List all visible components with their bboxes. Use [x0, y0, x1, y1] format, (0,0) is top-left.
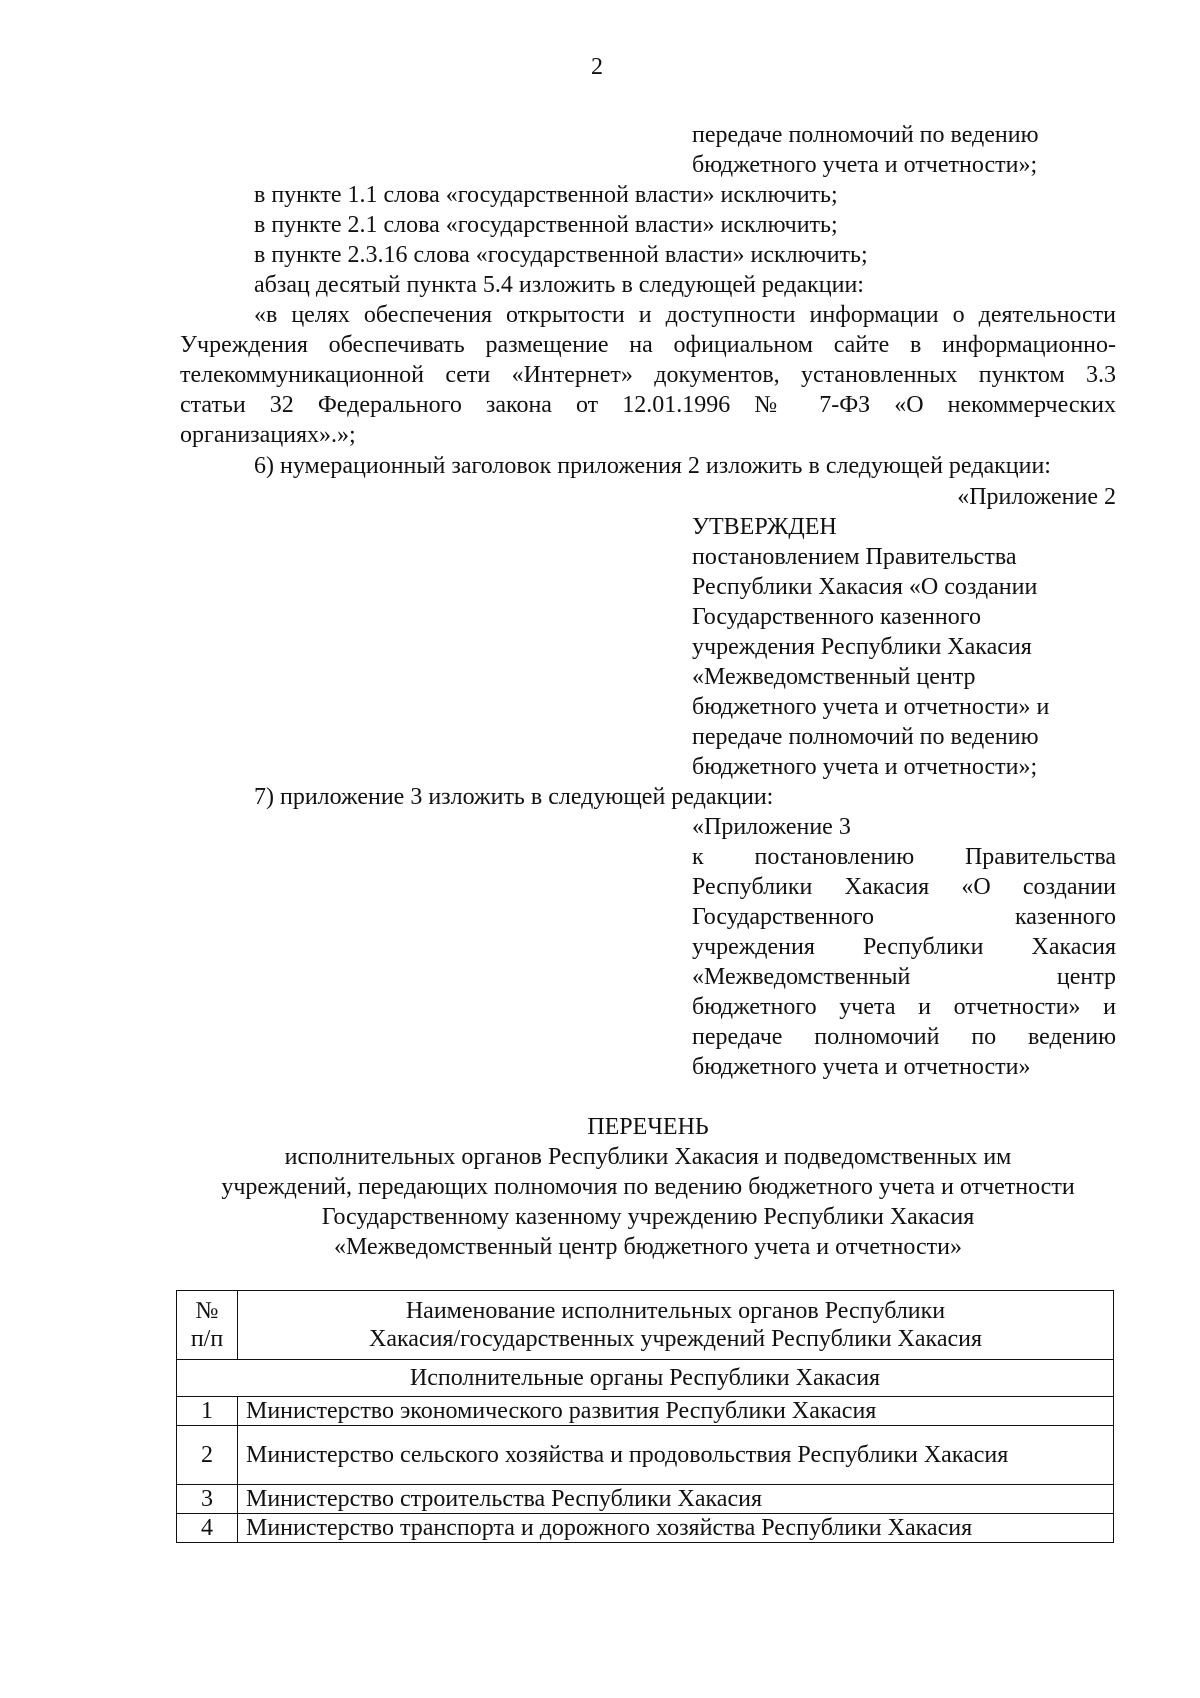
row-name: Министерство строительства Республики Хакасия — [238, 1485, 1114, 1514]
header-name — [238, 1291, 1114, 1360]
appendix-3-line: передаче полномочий по ведению — [692, 1024, 1116, 1050]
amendment-line: в пункте 2.1 слова «государственной власти» исключить; — [254, 212, 838, 238]
appendix-3-line: бюджетного учета и отчетности» — [692, 1054, 1031, 1080]
agencies-table — [176, 1290, 1114, 1543]
header-name-line: Наименование исполнительных органов Республики — [405, 1298, 946, 1324]
appendix-3-line: «Межведомственный центр — [692, 964, 1116, 990]
row-number: 3 — [177, 1485, 238, 1514]
appendix-3-line: бюджетного учета и отчетности» и — [692, 994, 1116, 1020]
item-6: 6) нумерационный заголовок приложения 2 изложить в следующей редакции: — [254, 453, 1051, 479]
amendment-line: абзац десятый пункта 5.4 изложить в следующей редакции: — [254, 272, 864, 298]
table-row — [177, 1514, 1114, 1543]
item-7: 7) приложение 3 изложить в следующей редакции: — [254, 784, 774, 810]
intro-tail-line: передаче полномочий по ведению — [692, 122, 1039, 148]
appendix-3-line: к постановлению Правительства — [692, 844, 1116, 870]
table-row — [177, 1397, 1114, 1426]
row-number: 4 — [177, 1514, 238, 1543]
list-subtitle-line: учреждений, передающих полномочия по ведению бюджетного учета и отчетности — [221, 1174, 1075, 1200]
approved-line: Государственного казенного — [692, 604, 981, 630]
list-subtitle-line: «Межведомственный центр бюджетного учета и отчетности» — [334, 1234, 962, 1260]
appendix-3-line: Республики Хакасия «О создании — [692, 874, 1116, 900]
amendment-line: в пункте 2.3.16 слова «государственной власти» исключить; — [254, 242, 868, 268]
approved-heading: УТВЕРЖДЕН — [692, 514, 837, 540]
table-row — [177, 1485, 1114, 1514]
appendix-3-line: Государственного казенного — [692, 904, 1116, 930]
approved-line: учреждения Республики Хакасия — [692, 634, 1032, 660]
paragraph-line: «в целях обеспечения открытости и доступности информации о деятельности — [254, 302, 1116, 328]
row-number: 2 — [177, 1426, 238, 1485]
list-title: ПЕРЕЧЕНЬ — [587, 1114, 709, 1140]
approved-line: «Межведомственный центр — [692, 664, 976, 690]
approved-line: бюджетного учета и отчетности»; — [692, 754, 1038, 780]
page-number: 2 — [591, 54, 603, 80]
row-number: 1 — [177, 1397, 238, 1426]
row-name: Министерство сельского хозяйства и продовольствия Республики Хакасия — [238, 1426, 1114, 1485]
paragraph-line: статьи 32 Федерального закона от 12.01.1996 № 7-ФЗ «О некоммерческих — [180, 392, 1116, 418]
approved-line: Республики Хакасия «О создании — [692, 574, 1038, 600]
paragraph-line: организациях».»; — [180, 422, 356, 448]
table-header-row — [177, 1291, 1114, 1360]
table-row — [177, 1426, 1114, 1485]
appendix-3-line: учреждения Республики Хакасия — [692, 934, 1116, 960]
paragraph-line: телекоммуникационной сети «Интернет» документов, установленных пунктом 3.3 — [180, 362, 1116, 388]
appendix-3-label: «Приложение 3 — [692, 814, 851, 840]
list-subtitle-line: Государственному казенному учреждению Республики Хакасия — [321, 1204, 975, 1230]
list-subtitle-line: исполнительных органов Республики Хакасия и подведомственных им — [284, 1144, 1012, 1170]
intro-tail-line: бюджетного учета и отчетности»; — [692, 152, 1038, 178]
approved-line: постановлением Правительства — [692, 544, 1017, 570]
header-num-line: № — [195, 1298, 219, 1324]
header-name-line: Хакасия/государственных учреждений Республики Хакасия — [368, 1326, 983, 1352]
approved-line: бюджетного учета и отчетности» и — [692, 694, 1050, 720]
section-label: Исполнительные органы Республики Хакасия — [177, 1360, 1114, 1397]
row-name: Министерство экономического развития Республики Хакасия — [238, 1397, 1114, 1426]
table-section-row — [177, 1360, 1114, 1397]
amendment-line: в пункте 1.1 слова «государственной власти» исключить; — [254, 182, 838, 208]
appendix-2-label: «Приложение 2 — [957, 484, 1116, 510]
approved-line: передаче полномочий по ведению — [692, 724, 1039, 750]
paragraph-line: Учреждения обеспечивать размещение на официальном сайте в информационно- — [180, 332, 1116, 358]
row-name: Министерство транспорта и дорожного хозяйства Республики Хакасия — [238, 1514, 1114, 1543]
header-num — [177, 1291, 238, 1360]
header-num-line: п/п — [190, 1326, 224, 1352]
